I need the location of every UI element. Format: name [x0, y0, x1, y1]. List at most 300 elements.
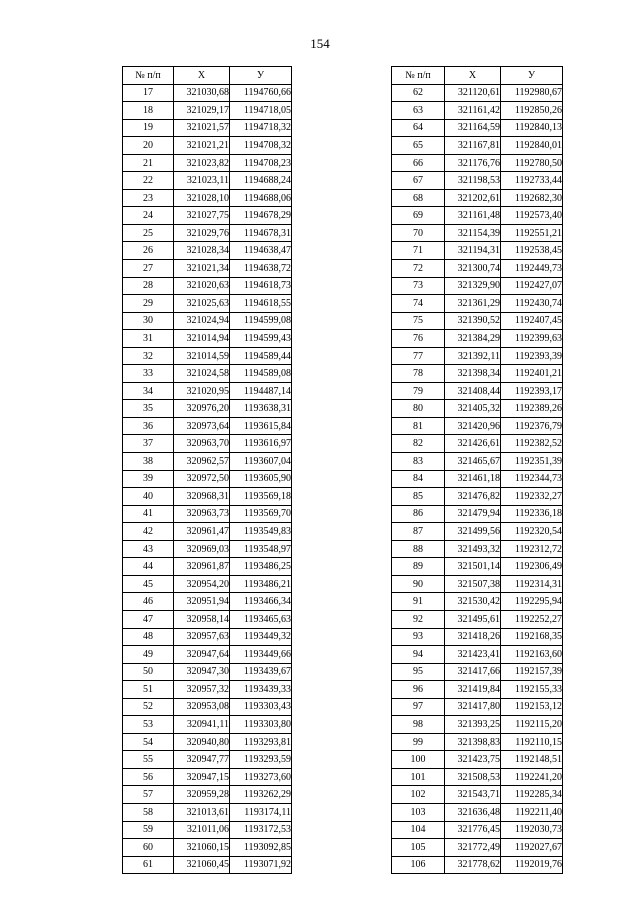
x-coordinate-cell: 320969,03	[174, 540, 230, 558]
table-row	[123, 277, 292, 295]
x-coordinate-cell: 321408,44	[445, 382, 501, 400]
x-coordinate-cell: 321543,71	[445, 786, 501, 804]
y-coordinate-cell: 1192211,40	[501, 803, 563, 821]
y-coordinate-cell: 1192780,50	[501, 154, 563, 172]
table-row	[392, 558, 563, 576]
y-coordinate-cell: 1192027,67	[501, 839, 563, 857]
point-number-cell: 25	[123, 224, 174, 242]
x-coordinate-cell: 320973,64	[174, 417, 230, 435]
y-coordinate-cell: 1192344,73	[501, 470, 563, 488]
table-row	[392, 593, 563, 611]
x-coordinate-cell: 321465,67	[445, 453, 501, 471]
table-row	[392, 523, 563, 541]
y-coordinate-cell: 1194589,44	[230, 347, 292, 365]
column-header-y: У	[230, 67, 292, 85]
y-coordinate-cell: 1193615,84	[230, 417, 292, 435]
table-row	[123, 260, 292, 278]
point-number-cell: 77	[392, 347, 445, 365]
table-header-row	[123, 67, 292, 85]
point-number-cell: 85	[392, 488, 445, 506]
x-coordinate-cell: 321636,48	[445, 803, 501, 821]
point-number-cell: 79	[392, 382, 445, 400]
table-row	[392, 803, 563, 821]
point-number-cell: 76	[392, 330, 445, 348]
table-row	[392, 716, 563, 734]
x-coordinate-cell: 321476,82	[445, 488, 501, 506]
y-coordinate-cell: 1192351,39	[501, 453, 563, 471]
point-number-cell: 33	[123, 365, 174, 383]
point-number-cell: 69	[392, 207, 445, 225]
y-coordinate-cell: 1192376,79	[501, 417, 563, 435]
x-coordinate-cell: 321501,14	[445, 558, 501, 576]
point-number-cell: 41	[123, 505, 174, 523]
x-coordinate-cell: 321423,41	[445, 646, 501, 664]
point-number-cell: 90	[392, 575, 445, 593]
point-number-cell: 28	[123, 277, 174, 295]
point-number-cell: 58	[123, 803, 174, 821]
table-row	[392, 470, 563, 488]
table-row	[392, 102, 563, 120]
point-number-cell: 66	[392, 154, 445, 172]
y-coordinate-cell: 1193092,85	[230, 839, 292, 857]
y-coordinate-cell: 1192320,54	[501, 523, 563, 541]
point-number-cell: 89	[392, 558, 445, 576]
y-coordinate-cell: 1192393,17	[501, 382, 563, 400]
table-row	[392, 663, 563, 681]
point-number-cell: 73	[392, 277, 445, 295]
table-row	[123, 453, 292, 471]
y-coordinate-cell: 1194618,55	[230, 295, 292, 313]
point-number-cell: 24	[123, 207, 174, 225]
table-row	[392, 698, 563, 716]
x-coordinate-cell: 320957,32	[174, 681, 230, 699]
point-number-cell: 81	[392, 417, 445, 435]
x-coordinate-cell: 321014,94	[174, 330, 230, 348]
page-number: 154	[310, 36, 330, 51]
x-coordinate-cell: 321024,94	[174, 312, 230, 330]
y-coordinate-cell: 1193172,53	[230, 821, 292, 839]
y-coordinate-cell: 1192850,26	[501, 102, 563, 120]
point-number-cell: 72	[392, 260, 445, 278]
x-coordinate-cell: 321390,52	[445, 312, 501, 330]
point-number-cell: 61	[123, 856, 174, 874]
y-coordinate-cell: 1194708,32	[230, 137, 292, 155]
y-coordinate-cell: 1193303,80	[230, 716, 292, 734]
x-coordinate-cell: 321013,61	[174, 803, 230, 821]
x-coordinate-cell: 321194,31	[445, 242, 501, 260]
table-row	[123, 733, 292, 751]
y-coordinate-cell: 1193262,29	[230, 786, 292, 804]
y-coordinate-cell: 1193605,90	[230, 470, 292, 488]
table-row	[123, 488, 292, 506]
table-row	[392, 733, 563, 751]
y-coordinate-cell: 1192153,12	[501, 698, 563, 716]
table-row	[123, 470, 292, 488]
table-row	[123, 716, 292, 734]
table-row	[123, 663, 292, 681]
y-coordinate-cell: 1192840,13	[501, 119, 563, 137]
point-number-cell: 94	[392, 646, 445, 664]
y-coordinate-cell: 1192148,51	[501, 751, 563, 769]
table-row	[123, 839, 292, 857]
table-row	[123, 347, 292, 365]
y-coordinate-cell: 1192115,20	[501, 716, 563, 734]
table-row	[392, 242, 563, 260]
point-number-cell: 106	[392, 856, 445, 874]
point-number-cell: 43	[123, 540, 174, 558]
x-coordinate-cell: 321154,39	[445, 224, 501, 242]
y-coordinate-cell: 1192306,49	[501, 558, 563, 576]
table-row	[392, 417, 563, 435]
table-row	[123, 505, 292, 523]
y-coordinate-cell: 1193638,31	[230, 400, 292, 418]
point-number-cell: 27	[123, 260, 174, 278]
y-coordinate-cell: 1193071,92	[230, 856, 292, 874]
x-coordinate-cell: 321028,34	[174, 242, 230, 260]
y-coordinate-cell: 1192295,94	[501, 593, 563, 611]
table-row	[392, 505, 563, 523]
point-number-cell: 62	[392, 84, 445, 102]
y-coordinate-cell: 1192019,76	[501, 856, 563, 874]
x-coordinate-cell: 320947,77	[174, 751, 230, 769]
point-number-cell: 26	[123, 242, 174, 260]
y-coordinate-cell: 1192427,07	[501, 277, 563, 295]
x-coordinate-cell: 321329,90	[445, 277, 501, 295]
point-number-cell: 98	[392, 716, 445, 734]
x-coordinate-cell: 320940,80	[174, 733, 230, 751]
x-coordinate-cell: 321495,61	[445, 610, 501, 628]
coordinates-table-right	[391, 66, 563, 874]
point-number-cell: 105	[392, 839, 445, 857]
y-coordinate-cell: 1192285,34	[501, 786, 563, 804]
y-coordinate-cell: 1193465,63	[230, 610, 292, 628]
table-header-row	[392, 67, 563, 85]
point-number-cell: 102	[392, 786, 445, 804]
point-number-cell: 46	[123, 593, 174, 611]
point-number-cell: 84	[392, 470, 445, 488]
y-coordinate-cell: 1192252,27	[501, 610, 563, 628]
point-number-cell: 19	[123, 119, 174, 137]
x-coordinate-cell: 321029,17	[174, 102, 230, 120]
column-header-num: № п/п	[123, 67, 174, 85]
y-coordinate-cell: 1193486,21	[230, 575, 292, 593]
table-row	[392, 137, 563, 155]
table-row	[123, 786, 292, 804]
point-number-cell: 47	[123, 610, 174, 628]
y-coordinate-cell: 1192840,01	[501, 137, 563, 155]
x-coordinate-cell: 320954,20	[174, 575, 230, 593]
y-coordinate-cell: 1192551,21	[501, 224, 563, 242]
x-coordinate-cell: 321772,49	[445, 839, 501, 857]
x-coordinate-cell: 320958,14	[174, 610, 230, 628]
y-coordinate-cell: 1194688,06	[230, 189, 292, 207]
point-number-cell: 34	[123, 382, 174, 400]
x-coordinate-cell: 320961,87	[174, 558, 230, 576]
y-coordinate-cell: 1194760,66	[230, 84, 292, 102]
table-row	[123, 575, 292, 593]
y-coordinate-cell: 1192538,45	[501, 242, 563, 260]
table-row	[123, 242, 292, 260]
table-row	[392, 347, 563, 365]
point-number-cell: 53	[123, 716, 174, 734]
point-number-cell: 44	[123, 558, 174, 576]
y-coordinate-cell: 1192401,21	[501, 365, 563, 383]
x-coordinate-cell: 321025,63	[174, 295, 230, 313]
x-coordinate-cell: 321198,53	[445, 172, 501, 190]
x-coordinate-cell: 321392,11	[445, 347, 501, 365]
table-row	[392, 312, 563, 330]
table-row	[392, 488, 563, 506]
x-coordinate-cell: 321508,53	[445, 768, 501, 786]
y-coordinate-cell: 1193293,81	[230, 733, 292, 751]
y-coordinate-cell: 1192155,33	[501, 681, 563, 699]
point-number-cell: 38	[123, 453, 174, 471]
y-coordinate-cell: 1194487,14	[230, 382, 292, 400]
x-coordinate-cell: 320947,64	[174, 646, 230, 664]
point-number-cell: 48	[123, 628, 174, 646]
x-coordinate-cell: 321405,32	[445, 400, 501, 418]
point-number-cell: 49	[123, 646, 174, 664]
point-number-cell: 100	[392, 751, 445, 769]
table-row	[123, 154, 292, 172]
table-row	[123, 312, 292, 330]
table-row	[123, 365, 292, 383]
x-coordinate-cell: 321493,32	[445, 540, 501, 558]
table-row	[123, 610, 292, 628]
table-row	[123, 119, 292, 137]
x-coordinate-cell: 321028,10	[174, 189, 230, 207]
point-number-cell: 37	[123, 435, 174, 453]
y-coordinate-cell: 1192393,39	[501, 347, 563, 365]
x-coordinate-cell: 321020,95	[174, 382, 230, 400]
x-coordinate-cell: 321507,38	[445, 575, 501, 593]
x-coordinate-cell: 321417,66	[445, 663, 501, 681]
x-coordinate-cell: 321384,29	[445, 330, 501, 348]
x-coordinate-cell: 321161,42	[445, 102, 501, 120]
x-coordinate-cell: 321164,59	[445, 119, 501, 137]
x-coordinate-cell: 321020,63	[174, 277, 230, 295]
y-coordinate-cell: 1193439,67	[230, 663, 292, 681]
point-number-cell: 97	[392, 698, 445, 716]
table-row	[123, 558, 292, 576]
table-body-left	[123, 84, 292, 874]
y-coordinate-cell: 1193616,97	[230, 435, 292, 453]
column-header-num: № п/п	[392, 67, 445, 85]
table-row	[123, 400, 292, 418]
table-row	[123, 856, 292, 874]
x-coordinate-cell: 321776,45	[445, 821, 501, 839]
table-row	[123, 751, 292, 769]
table-row	[123, 435, 292, 453]
table-row	[392, 172, 563, 190]
y-coordinate-cell: 1193174,11	[230, 803, 292, 821]
x-coordinate-cell: 321420,96	[445, 417, 501, 435]
x-coordinate-cell: 321029,76	[174, 224, 230, 242]
y-coordinate-cell: 1194618,73	[230, 277, 292, 295]
table-row	[392, 277, 563, 295]
point-number-cell: 50	[123, 663, 174, 681]
x-coordinate-cell: 320947,30	[174, 663, 230, 681]
point-number-cell: 103	[392, 803, 445, 821]
table-row	[123, 382, 292, 400]
x-coordinate-cell: 321014,59	[174, 347, 230, 365]
y-coordinate-cell: 1192573,40	[501, 207, 563, 225]
y-coordinate-cell: 1192030,73	[501, 821, 563, 839]
point-number-cell: 75	[392, 312, 445, 330]
table-row	[123, 417, 292, 435]
column-header-x: X	[174, 67, 230, 85]
y-coordinate-cell: 1193303,43	[230, 698, 292, 716]
y-coordinate-cell: 1192682,30	[501, 189, 563, 207]
x-coordinate-cell: 320976,20	[174, 400, 230, 418]
point-number-cell: 93	[392, 628, 445, 646]
y-coordinate-cell: 1193293,59	[230, 751, 292, 769]
y-coordinate-cell: 1192389,26	[501, 400, 563, 418]
x-coordinate-cell: 321423,75	[445, 751, 501, 769]
x-coordinate-cell: 321418,26	[445, 628, 501, 646]
table-row	[123, 189, 292, 207]
table-row	[392, 365, 563, 383]
point-number-cell: 104	[392, 821, 445, 839]
point-number-cell: 80	[392, 400, 445, 418]
y-coordinate-cell: 1194589,08	[230, 365, 292, 383]
y-coordinate-cell: 1194599,43	[230, 330, 292, 348]
x-coordinate-cell: 321461,18	[445, 470, 501, 488]
point-number-cell: 60	[123, 839, 174, 857]
point-number-cell: 59	[123, 821, 174, 839]
point-number-cell: 20	[123, 137, 174, 155]
point-number-cell: 35	[123, 400, 174, 418]
y-coordinate-cell: 1192336,18	[501, 505, 563, 523]
table-row	[123, 207, 292, 225]
point-number-cell: 42	[123, 523, 174, 541]
point-number-cell: 95	[392, 663, 445, 681]
point-number-cell: 56	[123, 768, 174, 786]
point-number-cell: 40	[123, 488, 174, 506]
point-number-cell: 67	[392, 172, 445, 190]
y-coordinate-cell: 1192430,74	[501, 295, 563, 313]
table-row	[392, 646, 563, 664]
table-row	[392, 382, 563, 400]
point-number-cell: 65	[392, 137, 445, 155]
x-coordinate-cell: 321361,29	[445, 295, 501, 313]
table-row	[392, 681, 563, 699]
table-row	[123, 224, 292, 242]
point-number-cell: 39	[123, 470, 174, 488]
y-coordinate-cell: 1192314,31	[501, 575, 563, 593]
x-coordinate-cell: 320961,47	[174, 523, 230, 541]
y-coordinate-cell: 1193569,18	[230, 488, 292, 506]
point-number-cell: 82	[392, 435, 445, 453]
point-number-cell: 57	[123, 786, 174, 804]
table-row	[392, 207, 563, 225]
table-row	[123, 540, 292, 558]
y-coordinate-cell: 1194678,29	[230, 207, 292, 225]
point-number-cell: 30	[123, 312, 174, 330]
x-coordinate-cell: 321060,15	[174, 839, 230, 857]
table-row	[392, 540, 563, 558]
table-row	[123, 821, 292, 839]
table-row	[123, 330, 292, 348]
x-coordinate-cell: 321021,57	[174, 119, 230, 137]
point-number-cell: 23	[123, 189, 174, 207]
table-row	[392, 400, 563, 418]
table-row	[392, 768, 563, 786]
x-coordinate-cell: 321398,83	[445, 733, 501, 751]
y-coordinate-cell: 1194708,23	[230, 154, 292, 172]
table-row	[123, 803, 292, 821]
y-coordinate-cell: 1194638,47	[230, 242, 292, 260]
table-row	[123, 295, 292, 313]
point-number-cell: 64	[392, 119, 445, 137]
x-coordinate-cell: 321398,34	[445, 365, 501, 383]
y-coordinate-cell: 1192312,72	[501, 540, 563, 558]
point-number-cell: 21	[123, 154, 174, 172]
column-header-y: У	[501, 67, 563, 85]
y-coordinate-cell: 1193466,34	[230, 593, 292, 611]
x-coordinate-cell: 321011,06	[174, 821, 230, 839]
x-coordinate-cell: 321202,61	[445, 189, 501, 207]
table-row	[392, 786, 563, 804]
x-coordinate-cell: 321300,74	[445, 260, 501, 278]
y-coordinate-cell: 1194638,72	[230, 260, 292, 278]
y-coordinate-cell: 1194688,24	[230, 172, 292, 190]
table-row	[123, 628, 292, 646]
point-number-cell: 71	[392, 242, 445, 260]
point-number-cell: 32	[123, 347, 174, 365]
table-row	[123, 84, 292, 102]
y-coordinate-cell: 1193549,83	[230, 523, 292, 541]
y-coordinate-cell: 1193449,32	[230, 628, 292, 646]
point-number-cell: 74	[392, 295, 445, 313]
table-row	[392, 260, 563, 278]
table-row	[392, 628, 563, 646]
table-row	[392, 821, 563, 839]
x-coordinate-cell: 321479,94	[445, 505, 501, 523]
y-coordinate-cell: 1192157,39	[501, 663, 563, 681]
y-coordinate-cell: 1192407,45	[501, 312, 563, 330]
table-row	[392, 856, 563, 874]
x-coordinate-cell: 320957,63	[174, 628, 230, 646]
table-row	[392, 839, 563, 857]
y-coordinate-cell: 1194599,08	[230, 312, 292, 330]
y-coordinate-cell: 1192980,67	[501, 84, 563, 102]
y-coordinate-cell: 1192399,63	[501, 330, 563, 348]
point-number-cell: 87	[392, 523, 445, 541]
point-number-cell: 22	[123, 172, 174, 190]
x-coordinate-cell: 320959,28	[174, 786, 230, 804]
point-number-cell: 51	[123, 681, 174, 699]
x-coordinate-cell: 321167,81	[445, 137, 501, 155]
x-coordinate-cell: 321023,11	[174, 172, 230, 190]
table-row	[123, 593, 292, 611]
point-number-cell: 83	[392, 453, 445, 471]
table-row	[392, 84, 563, 102]
point-number-cell: 29	[123, 295, 174, 313]
table-row	[123, 681, 292, 699]
x-coordinate-cell: 320951,94	[174, 593, 230, 611]
y-coordinate-cell: 1193607,04	[230, 453, 292, 471]
table-row	[392, 119, 563, 137]
x-coordinate-cell: 321120,61	[445, 84, 501, 102]
x-coordinate-cell: 321499,56	[445, 523, 501, 541]
table-row	[392, 330, 563, 348]
y-coordinate-cell: 1192332,27	[501, 488, 563, 506]
y-coordinate-cell: 1192110,15	[501, 733, 563, 751]
y-coordinate-cell: 1194678,31	[230, 224, 292, 242]
table-row	[392, 435, 563, 453]
x-coordinate-cell: 321023,82	[174, 154, 230, 172]
